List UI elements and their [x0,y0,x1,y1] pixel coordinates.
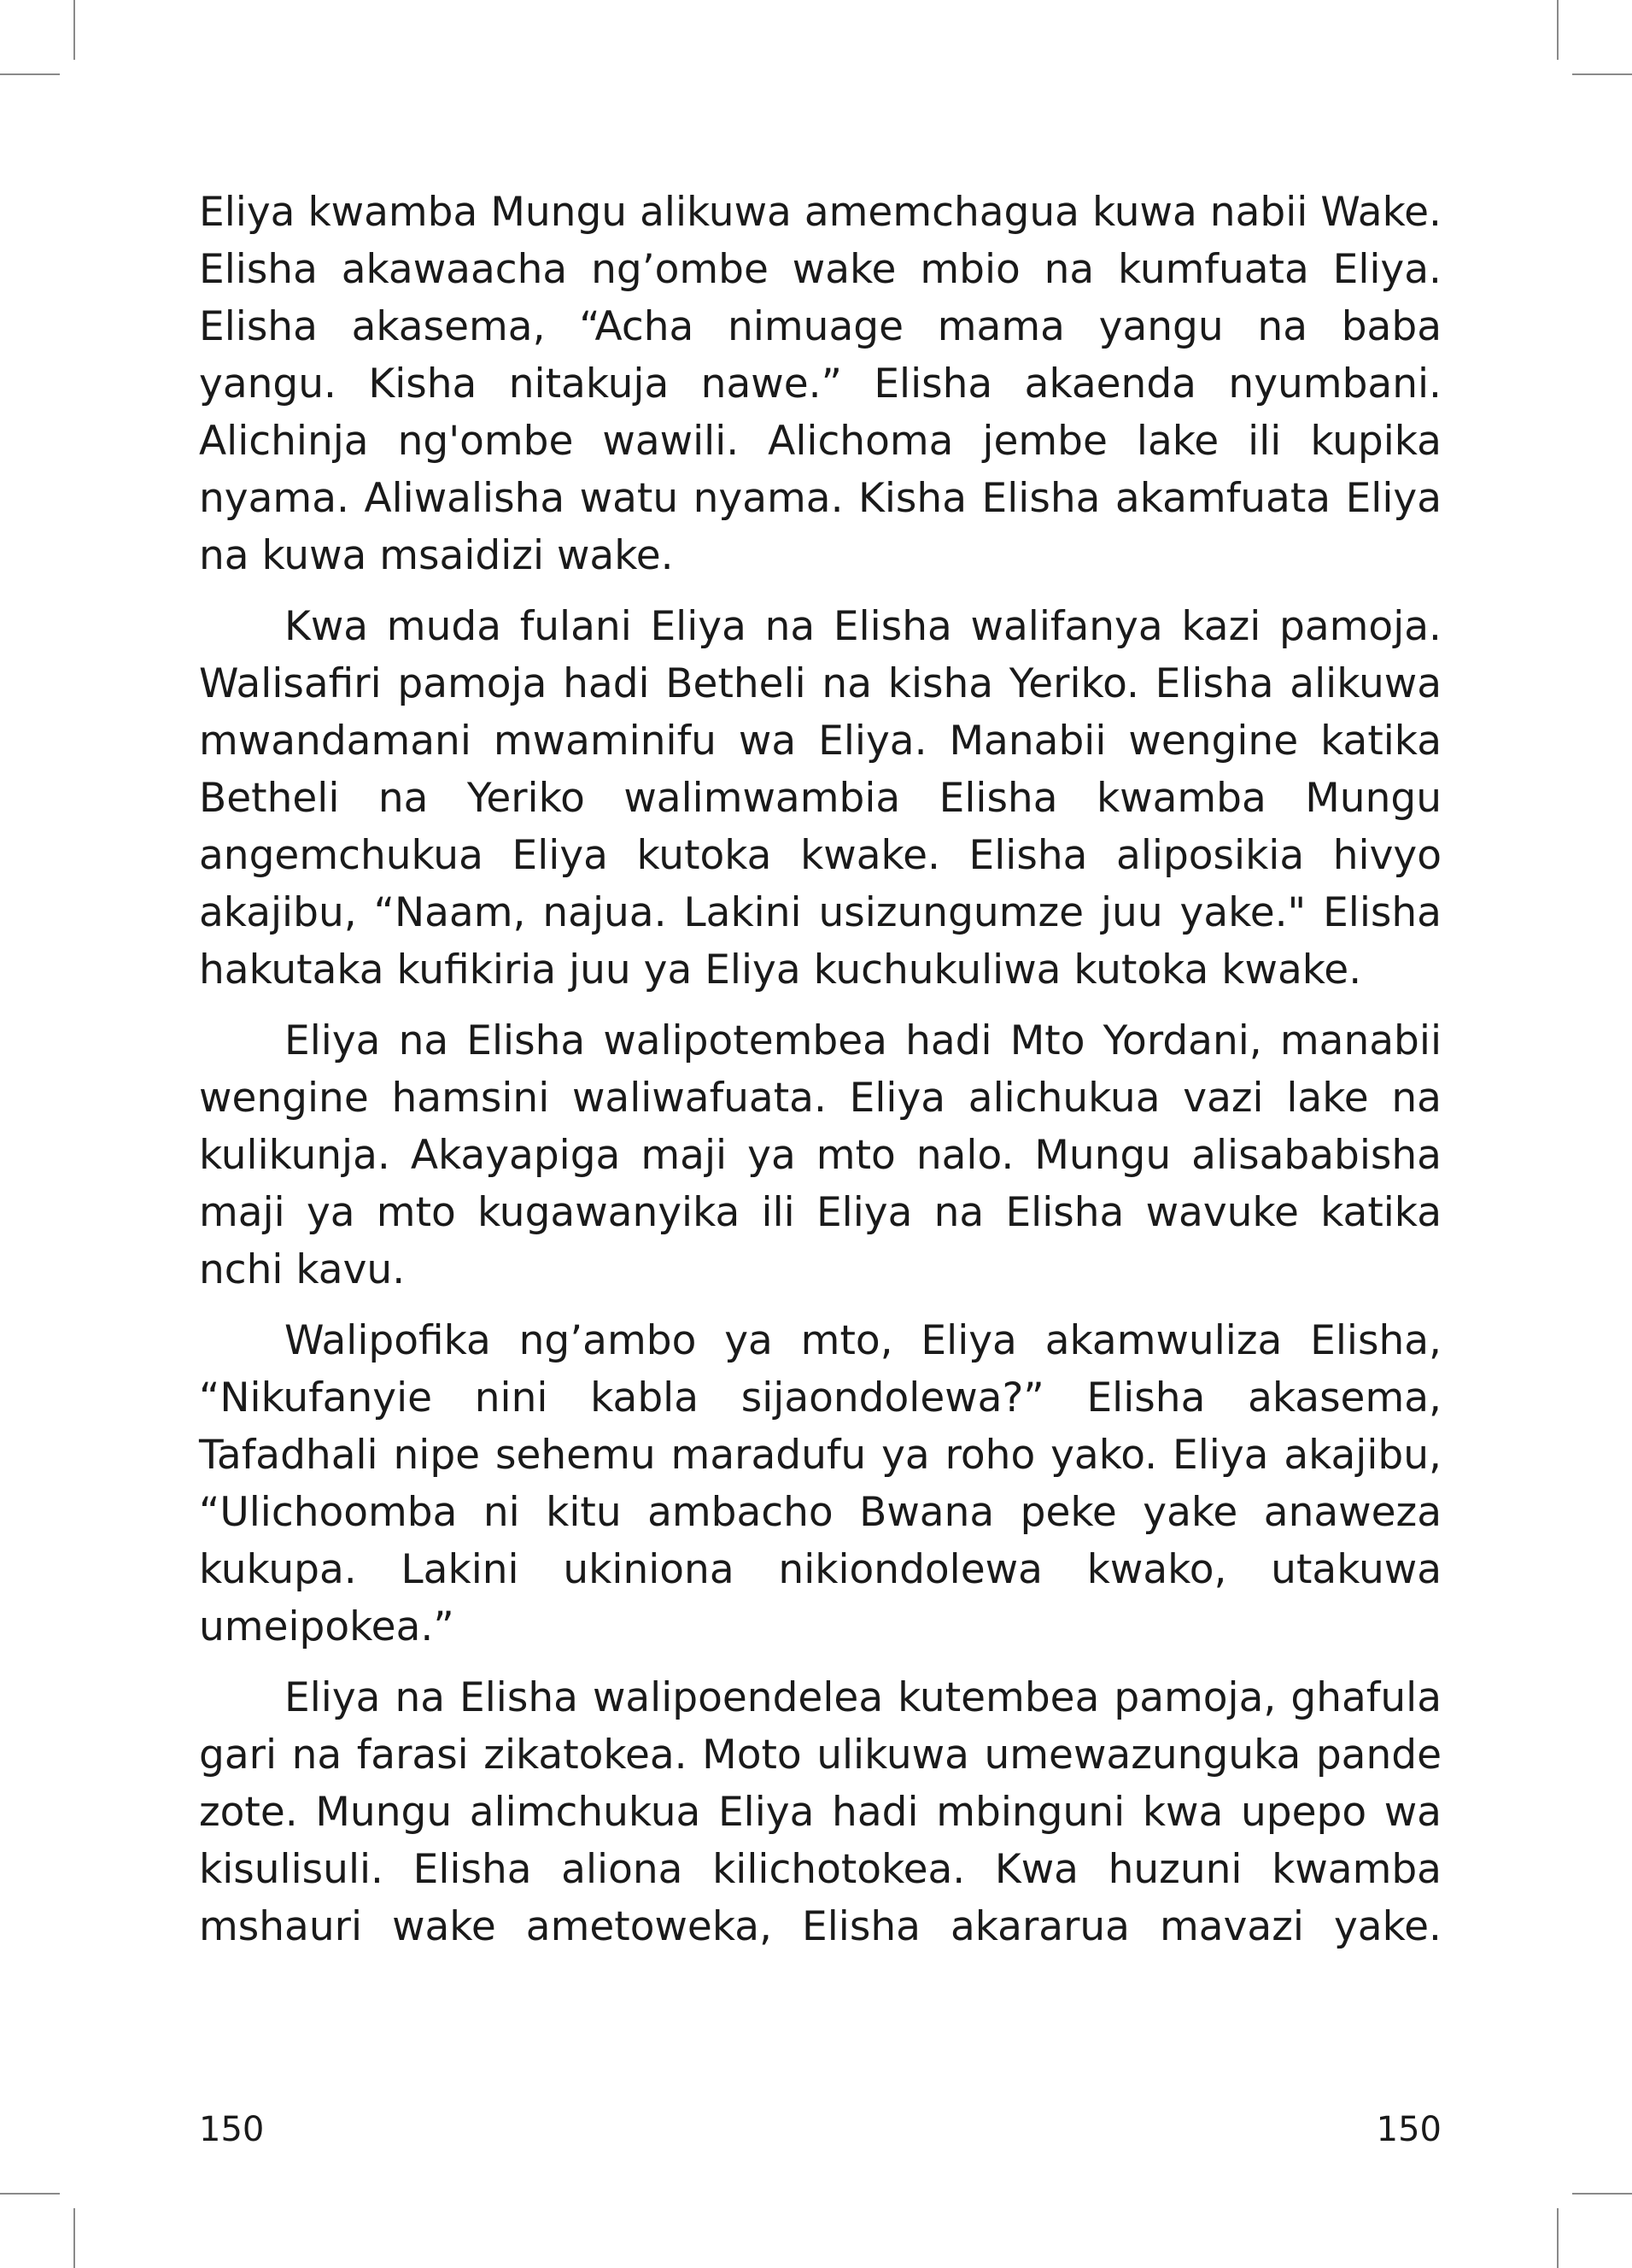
crop-mark-bottom-right-horizontal [1572,2193,1632,2195]
body-text [199,184,1442,1969]
crop-mark-top-left-vertical [73,0,75,60]
crop-mark-bottom-right-vertical [1557,2208,1559,2268]
crop-mark-bottom-left-vertical [73,2208,75,2268]
paragraph-3: Eliya na Elisha walipotembea hadi Mto Yordani, manabii wengine hamsini waliwafuata. Eliya alichukua vazi lake na kulikunja. Akayapiga maji ya mto nalo. Mungu alisababisha maji ya mto kugawanyika ili Eliya na Elisha wavuke katika nchi kavu. [199,1017,1442,1293]
paragraph-1: Eliya kwamba Mungu alikuwa amemchagua kuwa nabii Wake. Elisha akawaacha ng’ombe wake mbio na kumfuata Eliya. Elisha akasema, “Acha nimuage mama yangu na baba yangu. Kisha nitakuja nawe.” Elisha akaenda nyumbani. Alichinja ng'ombe wawili. Alichoma jembe lake ili kupika nyama. Aliwalisha watu nyama. Kisha Elisha akamfuata Eliya na kuwa msaidizi wake. [199,189,1442,579]
paragraph-5: Eliya na Elisha walipoendelea kutembea pamoja, ghafula gari na farasi zikatokea. Moto ulikuwa umewazunguka pande zote. Mungu alimchukua Eliya hadi mbinguni kwa upepo wa kisulisuli. Elisha aliona kilichotokea. Kwa huzuni kwamba mshauri wake ametoweka, Elisha akararua mavazi yake. [199,1674,1442,1950]
crop-mark-bottom-left-horizontal [0,2193,60,2195]
page-number-left: 150 [199,2110,265,2149]
paragraph-4: Walipofika ng’ambo ya mto, Eliya akamwuliza Elisha, “Nikufanyie nini kabla sijaondolewa?” Elisha akasema, Tafadhali nipe sehemu maradufu ya roho yako. Eliya akajibu, “Ulichoomba ni kitu ambacho Bwana peke yake anaweza kukupa. Lakini ukiniona nikiondolewa kwako, utakuwa umeipokea.” [199,1317,1442,1650]
paragraph-2: Kwa muda fulani Eliya na Elisha walifanya kazi pamoja. Walisafiri pamoja hadi Betheli na kisha Yeriko. Elisha alikuwa mwandamani mwaminifu wa Eliya. Manabii wengine katika Betheli na Yeriko walimwambia Elisha kwamba Mungu angemchukua Eliya kutoka kwake. Elisha aliposikia hivyo akajibu, “Naam, najua. Lakini usizungumze juu yake." Elisha hakutaka kufikiria juu ya Eliya kuchukuliwa kutoka kwake. [199,603,1442,993]
crop-mark-top-left-horizontal [0,73,60,75]
page-number-right: 150 [1376,2110,1442,2149]
crop-mark-top-right-horizontal [1572,73,1632,75]
crop-mark-top-right-vertical [1557,0,1559,60]
